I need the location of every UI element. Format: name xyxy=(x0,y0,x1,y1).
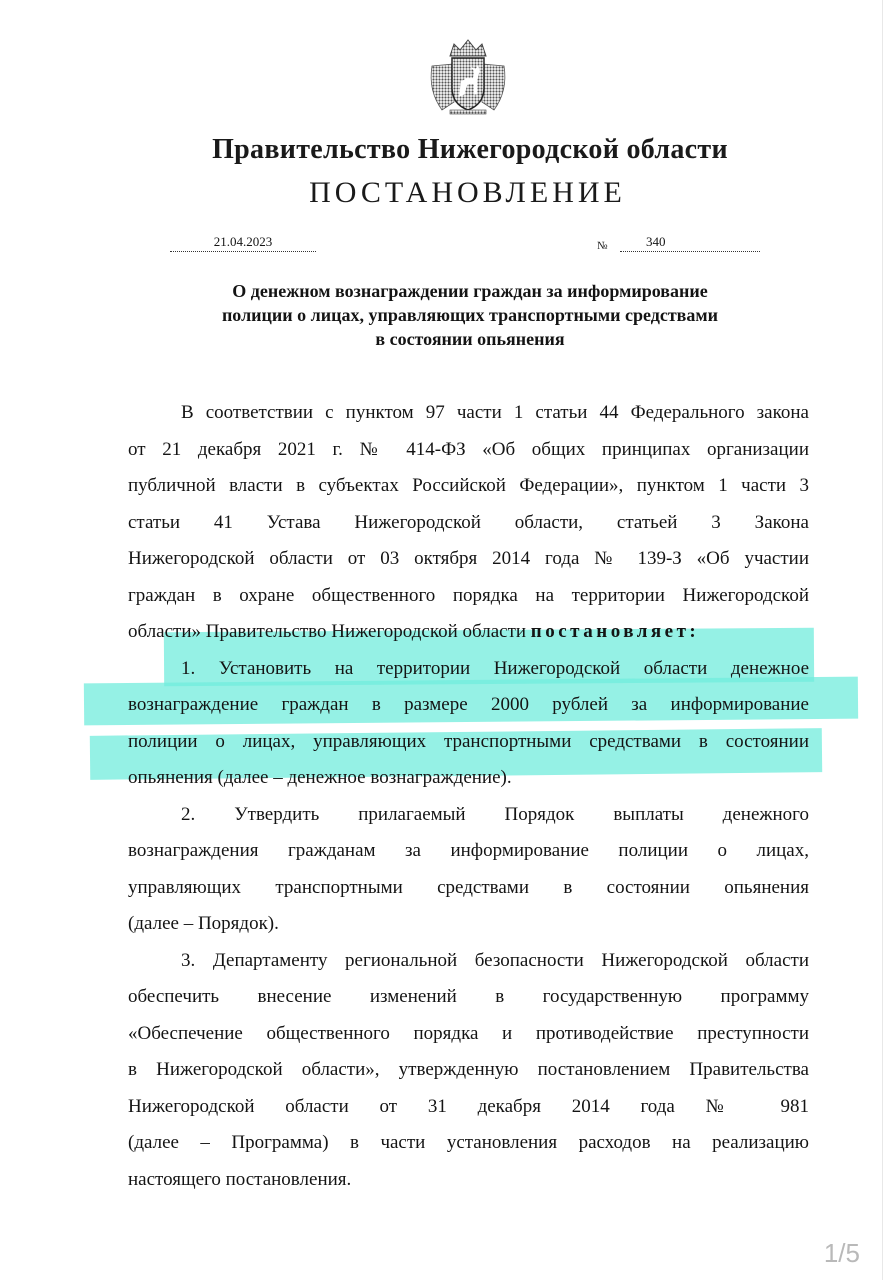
text-line: «Обеспечение общественного порядка и противодействие преступности xyxy=(128,1022,809,1044)
text-line: от 21 декабря 2021 г. № 414-ФЗ «Об общих принципах организации xyxy=(128,438,809,460)
document-number: 340 xyxy=(646,234,666,249)
text-line: полиции о лицах, управляющих транспортными средствами в состоянии xyxy=(128,730,809,752)
text-fragment: области» Правительство Нижегородской области xyxy=(128,621,527,642)
text-line: вознаграждения гражданам за информирование полиции о лицах, xyxy=(128,840,809,861)
text-line: опьянения (далее – денежное вознаграждение). xyxy=(128,767,512,788)
number-sign: № xyxy=(597,240,608,252)
title-line: О денежном вознаграждении граждан за информирование xyxy=(232,281,708,301)
text-line xyxy=(128,614,809,651)
document-body xyxy=(128,395,809,1198)
text-line: Нижегородской области от 31 декабря 2014 года № 981 xyxy=(128,1095,809,1117)
document-title xyxy=(170,279,770,351)
text-line: статьи 41 Устава Нижегородской области, статьей 3 Закона xyxy=(128,511,809,533)
text-line: (далее – Программа) в части установления расходов на реализацию xyxy=(128,1132,809,1153)
government-name: Правительство Нижегородской области xyxy=(212,134,728,165)
document-type: ПОСТАНОВЛЕНИЕ xyxy=(309,176,626,209)
document-date: 21.04.2023 xyxy=(170,234,316,252)
item-1-paragraph xyxy=(128,651,809,797)
text-line: 2. Утвердить прилагаемый Порядок выплаты денежного xyxy=(181,803,809,825)
text-line: граждан в охране общественного порядка на территории Нижегородской xyxy=(128,584,809,606)
item-2-paragraph xyxy=(128,797,809,943)
text-line: обеспечить внесение изменений в государственную программу xyxy=(128,986,809,1007)
title-line: полиции о лицах, управляющих транспортными средствами xyxy=(221,305,719,325)
text-line: управляющих транспортными средствами в состоянии опьянения xyxy=(128,876,809,898)
text-line: Нижегородской области от 03 октября 2014 года № 139-З «Об участии xyxy=(128,548,809,569)
coat-of-arms-icon xyxy=(426,36,510,116)
text-line: в Нижегородской области», утвержденную постановлением Правительства xyxy=(128,1059,809,1080)
preamble-paragraph xyxy=(128,395,809,651)
text-line: публичной власти в субъектах Российской Федерации», пунктом 1 части 3 xyxy=(128,475,809,496)
text-line: В соответствии с пунктом 97 части 1 статьи 44 Федерального закона xyxy=(181,402,809,423)
text-line: (далее – Порядок). xyxy=(128,913,279,934)
text-line: настоящего постановления. xyxy=(128,1168,352,1190)
title-line: в состоянии опьянения xyxy=(375,329,565,349)
text-line: вознаграждение граждан в размере 2000 рублей за информирование xyxy=(128,694,809,715)
text-line: 1. Установить на территории Нижегородской области денежное xyxy=(181,657,809,679)
page-counter: 1/5 xyxy=(823,1238,860,1268)
resolves-word: постановляет: xyxy=(530,621,700,642)
item-3-paragraph xyxy=(128,943,809,1199)
text-line: 3. Департаменту региональной безопасности Нижегородской области xyxy=(181,949,809,971)
document-number-field xyxy=(620,234,760,252)
